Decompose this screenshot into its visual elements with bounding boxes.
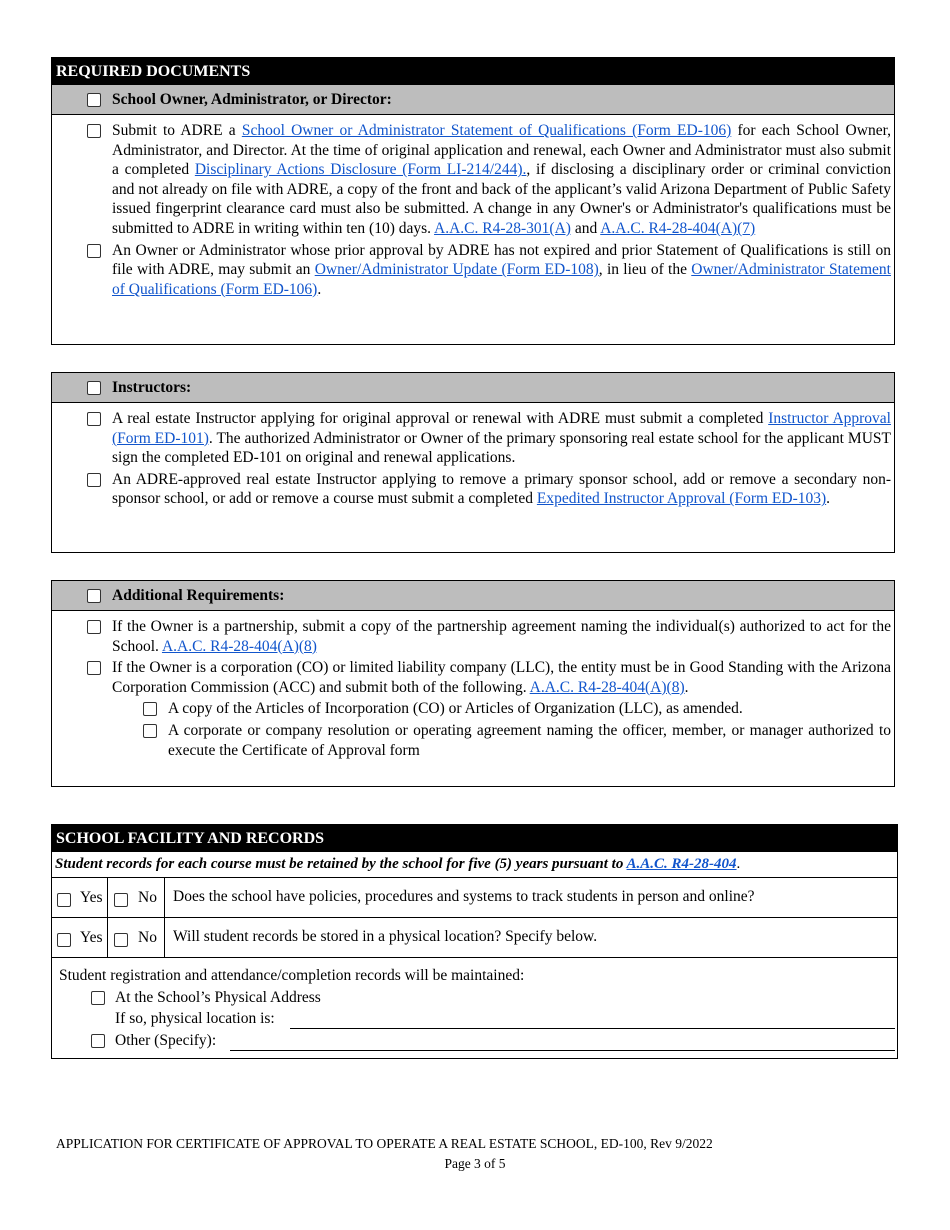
physical-location-label: If so, physical location is:: [115, 1010, 275, 1027]
physical-address-checkbox[interactable]: [91, 991, 105, 1005]
text: A corporate or company resolution or operating agreement naming the officer, member, or manager authorized to execute the Certificate of Approval form: [168, 721, 891, 759]
text: Student records for each course must be retained by the school for five (5) years pursuant to: [55, 856, 627, 872]
link-r4-28-404a7[interactable]: A.A.C. R4-28-404(A)(7): [600, 219, 756, 237]
other-label: Other (Specify):: [115, 1032, 217, 1049]
additional-item-2: [52, 658, 894, 697]
additional-sub-1: [52, 699, 894, 719]
q2-no-checkbox[interactable]: [114, 933, 128, 947]
link-form-li-214[interactable]: Disciplinary Actions Disclosure (Form LI-214/244).: [194, 161, 527, 179]
required-documents-section: [51, 57, 895, 345]
link-form-ed-106-alt[interactable]: Owner/Administrator Statement of Qualifications (Form ED-106): [112, 261, 891, 298]
link-r4-28-404[interactable]: A.A.C. R4-28-404: [626, 856, 737, 872]
no-cell: [109, 918, 165, 957]
no-cell: [109, 878, 165, 917]
text: An Owner or Administrator whose prior approval by ADRE has not expired and prior Statement of Qualifications is still on file with ADRE, may submit an: [112, 241, 891, 279]
q1-yes-checkbox[interactable]: [57, 893, 71, 907]
link-r4-28-404a8-b[interactable]: A.A.C. R4-28-404(A)(8): [529, 678, 685, 696]
link-form-ed-108[interactable]: Owner/Administrator Update (Form ED-108): [314, 261, 599, 279]
no-label: No: [138, 929, 157, 946]
yes-label: Yes: [80, 889, 103, 906]
q1-no-checkbox[interactable]: [114, 893, 128, 907]
text: .: [684, 678, 689, 696]
page-number: Page 3 of 5: [444, 1156, 506, 1171]
text: .: [317, 280, 322, 298]
instructors-section-checkbox[interactable]: [87, 381, 101, 395]
facility-section: [51, 824, 898, 1059]
q2-yes-checkbox[interactable]: [57, 933, 71, 947]
text: A copy of the Articles of Incorporation (CO) or Articles of Organization (LLC), as amended.: [168, 700, 743, 718]
yes-cell: [52, 878, 108, 917]
additional-sub-1-checkbox[interactable]: [143, 702, 157, 716]
yes-label: Yes: [80, 929, 103, 946]
owner-item-2: [52, 241, 894, 300]
instructor-item-1: [52, 409, 894, 468]
owner-section-title: School Owner, Administrator, or Director:: [112, 91, 392, 108]
question-row-2: [52, 918, 897, 958]
records-location: [52, 958, 897, 1058]
no-label: No: [138, 889, 157, 906]
text: If the Owner is a corporation (CO) or limited liability company (LLC), the entity must be in Good Standing with the Arizona Corporation Commission (ACC) and submit both of the following.: [112, 659, 891, 696]
text: Submit to ADRE a: [112, 122, 242, 139]
instructor-item-2: [52, 470, 894, 509]
text: , in lieu of the: [598, 261, 692, 279]
link-r4-28-404a8[interactable]: A.A.C. R4-28-404(A)(8): [161, 637, 317, 655]
owner-item-1-checkbox[interactable]: [87, 124, 101, 138]
text: . The authorized Administrator or Owner of the primary sponsoring real estate school for the applicant MUST sign the completed ED-101 on original and renewal applications.: [112, 429, 891, 467]
form-footer-title: APPLICATION FOR CERTIFICATE OF APPROVAL TO OPERATE A REAL ESTATE SCHOOL, ED-100, Rev 9/2022: [56, 1136, 713, 1151]
instructor-item-1-checkbox[interactable]: [87, 412, 101, 426]
text: , if disclosing a disciplinary order or criminal conviction and not already on file with ADRE, a copy of the front and back of the applicant’s valid Arizona Department of Public Safety issued fingerprint clearance card must also be submitted. A change in any Owner's or Administrator's qualifications must be submitted to ADRE in writing within ten (10) days.: [112, 161, 891, 237]
text: If the Owner is a partnership, submit a copy of the partnership agreement naming the individual(s) authorized to act for the School.: [112, 618, 891, 655]
physical-location-input[interactable]: [290, 1010, 895, 1029]
additional-item-1-checkbox[interactable]: [87, 620, 101, 634]
instructors-section: [51, 372, 895, 553]
owner-subheader: [52, 85, 894, 115]
owner-item-2-checkbox[interactable]: [87, 244, 101, 258]
question-1-text: Does the school have policies, procedures and systems to track students in person and online?: [173, 888, 755, 905]
instructors-subheader: [52, 373, 894, 403]
text: .: [826, 490, 831, 508]
records-intro: Student registration and attendance/completion records will be maintained:: [59, 967, 525, 984]
yes-cell: [52, 918, 108, 957]
text: An ADRE-approved real estate Instructor applying to remove a primary sponsor school, add or remove a secondary non-sponsor school, or add or remove a course must submit a completed: [112, 470, 891, 508]
additional-subheader: [52, 581, 894, 611]
other-checkbox[interactable]: [91, 1034, 105, 1048]
link-form-ed-103[interactable]: Expedited Instructor Approval (Form ED-103): [536, 490, 827, 508]
question-2-text: Will student records be stored in a physical location? Specify below.: [173, 928, 598, 945]
facility-header: SCHOOL FACILITY AND RECORDS: [52, 825, 897, 852]
additional-section-title: Additional Requirements:: [112, 587, 285, 604]
instructor-item-2-checkbox[interactable]: [87, 473, 101, 487]
additional-sub-2: [52, 721, 894, 760]
link-form-ed-106[interactable]: School Owner or Administrator Statement of Qualifications (Form ED-106): [241, 122, 732, 139]
additional-sub-2-checkbox[interactable]: [143, 724, 157, 738]
text: and: [570, 219, 601, 237]
text: .: [736, 856, 741, 872]
text: A real estate Instructor applying for original approval or renewal with ADRE must submit a completed: [112, 410, 769, 427]
owner-item-1: [52, 121, 894, 239]
additional-section-checkbox[interactable]: [87, 589, 101, 603]
text: for each School Owner, Administrator, and Director. At the time of original application and renewal, each Owner and Administrator must also submit a completed: [112, 122, 891, 179]
other-specify-input[interactable]: [230, 1032, 895, 1051]
owner-section-checkbox[interactable]: [87, 93, 101, 107]
additional-item-1: [52, 617, 894, 656]
link-form-ed-101[interactable]: Instructor Approval (Form ED-101): [112, 410, 891, 447]
records-retention-note: [52, 852, 897, 878]
instructors-section-title: Instructors:: [112, 379, 192, 396]
link-r4-28-301a[interactable]: A.A.C. R4-28-301(A): [434, 219, 571, 237]
additional-requirements-section: [51, 580, 895, 787]
question-row-1: [52, 878, 897, 918]
section-header: REQUIRED DOCUMENTS: [52, 58, 894, 85]
additional-item-2-checkbox[interactable]: [87, 661, 101, 675]
physical-address-label: At the School’s Physical Address: [115, 989, 321, 1006]
